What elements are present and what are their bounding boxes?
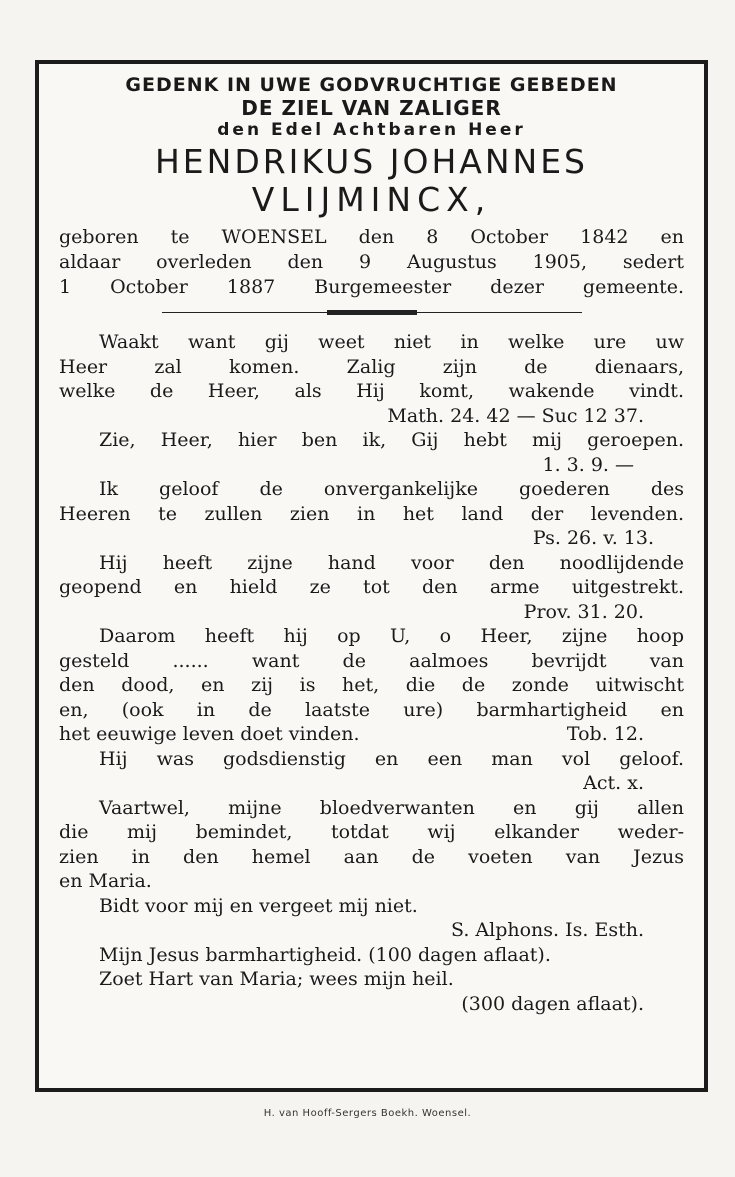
ejaculation-1: Mijn Jesus barmhartigheid. (100 dagen aflaat). bbox=[99, 943, 551, 966]
verse-1-line-3: welke de Heer, als Hij komt, wakende vindt. bbox=[59, 380, 684, 402]
verse-5 bbox=[59, 624, 684, 747]
verse-7-line-2: die mij bemindet, totdat wij elkander weder- bbox=[59, 821, 684, 843]
verse-2-line-1: Zie, Heer, hier ben ik, Gij hebt mij geroepen. bbox=[99, 429, 684, 451]
verse-1-line-1: Waakt want gij weet niet in welke ure uw bbox=[99, 331, 684, 353]
verse-7-line-3: zien in den hemel aan de voeten van Jezus bbox=[59, 845, 684, 868]
verse-3-line-2: Heeren te zullen zien in het land der levenden. bbox=[59, 502, 684, 525]
verse-1-reference: Math. 24. 42 — Suc 12 37. bbox=[387, 404, 644, 427]
verse-5-line-3: den dood, en zij is het, die de zonde uitwischt bbox=[59, 674, 684, 696]
deceased-first-names: HENDRIKUS JOHANNES bbox=[154, 142, 589, 181]
memorial-card bbox=[35, 60, 708, 1092]
card-content bbox=[59, 74, 684, 1078]
verse-5-line-4: en, (ook in de laatste ure) barmhartigheid en bbox=[59, 698, 684, 721]
deceased-surname: VLIJMINCX, bbox=[251, 180, 492, 219]
birth-line-2: aldaar overleden den 9 Augustus 1905, sedert bbox=[59, 251, 684, 273]
ejaculation-2: Zoet Hart van Maria; wees mijn heil. bbox=[99, 968, 454, 990]
verse-1-line-2: Heer zal komen. Zalig zijn de dienaars, bbox=[59, 355, 684, 378]
verse-5-line-2: gesteld ...... want de aalmoes bevrijdt van bbox=[59, 649, 684, 672]
verse-4 bbox=[59, 551, 684, 625]
birth-death-info bbox=[59, 225, 684, 300]
verse-3 bbox=[59, 477, 684, 551]
verse-1 bbox=[59, 330, 684, 428]
divider-bar bbox=[327, 310, 417, 315]
verse-5-reference: Tob. 12. bbox=[566, 723, 644, 745]
verse-3-reference: Ps. 26. v. 13. bbox=[532, 527, 654, 549]
header-line-2: DE ZIEL VAN ZALIGER bbox=[241, 96, 502, 120]
verse-3-line-1: Ik geloof de onvergankelijke goederen des bbox=[99, 478, 684, 500]
verse-5-line-5: het eeuwige leven doet vinden. bbox=[59, 723, 360, 745]
closing-prayers bbox=[59, 894, 684, 1017]
closing-prayer-reference: S. Alphons. Is. Esth. bbox=[451, 919, 644, 941]
verse-2 bbox=[59, 428, 684, 477]
verse-6-reference: Act. x. bbox=[583, 772, 644, 794]
ornamental-divider bbox=[162, 306, 582, 320]
ejaculation-2-reference: (300 dagen aflaat). bbox=[461, 992, 644, 1015]
header-line-1: GEDENK IN UWE GODVRUCHTIGE GEBEDEN bbox=[125, 74, 618, 96]
verse-2-reference: 1. 3. 9. — bbox=[542, 453, 634, 476]
verse-4-reference: Prov. 31. 20. bbox=[523, 600, 644, 623]
verse-5-line-1: Daarom heeft hij op U, o Heer, zijne hoop bbox=[99, 625, 684, 647]
birth-line-1: geboren te WOENSEL den 8 October 1842 en bbox=[59, 226, 684, 248]
closing-prayer: Bidt voor mij en vergeet mij niet. bbox=[99, 894, 418, 917]
verse-4-line-2: geopend en hield ze tot den arme uitgestrekt. bbox=[59, 576, 684, 598]
verse-6 bbox=[59, 747, 684, 796]
birth-line-3: 1 October 1887 Burgemeester dezer gemeente. bbox=[59, 276, 684, 298]
verse-7-line-1: Vaartwel, mijne bloedverwanten en gij allen bbox=[99, 796, 684, 819]
verse-7-line-4: en Maria. bbox=[59, 870, 152, 892]
verse-5-last-row bbox=[59, 722, 684, 747]
printer-imprint: H. van Hooff-Sergers Boekh. Woensel. bbox=[263, 1108, 472, 1119]
header-line-3: den Edel Achtbaren Heer bbox=[217, 120, 526, 140]
verse-7 bbox=[59, 796, 684, 894]
verse-6-line-1: Hij was godsdienstig en een man vol geloof. bbox=[99, 747, 684, 770]
verse-4-line-1: Hij heeft zijne hand voor den noodlijdende bbox=[99, 551, 684, 574]
